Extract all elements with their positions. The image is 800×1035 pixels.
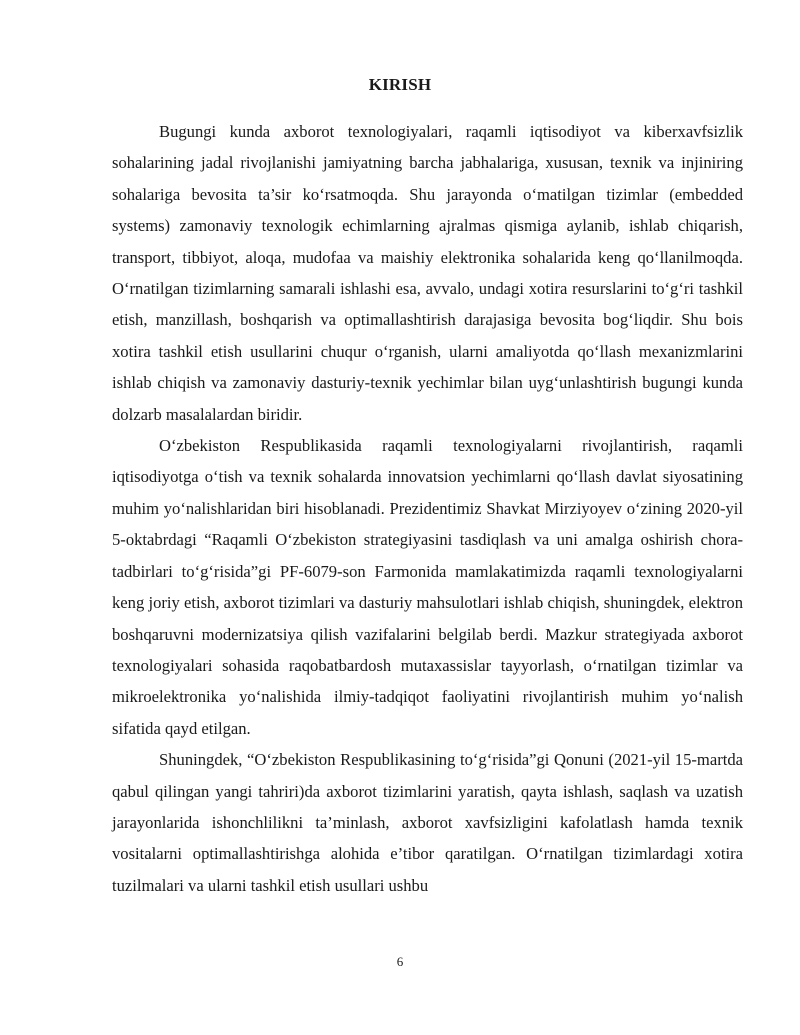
section-title: KIRISH [368, 75, 432, 94]
paragraph-3: Shuningdek, “O‘zbekiston Respublikasining to‘g‘risida”gi Qonuni (2021-yil 15-martda qabul qilingan yangi tahriri)da axborot tizimlarini yaratish, qayta ishlash, saqlash va uzatish jarayonlarida ishonchlilikni ta’minlash, axborot xavfsizligini kafolatlash hamda texnik vositalarni optimallashtirishga alohida e’tibor qaratilgan. O‘rnatilgan tizimlardagi xotira tuzilmalari va ularni tashkil etish usullari ushbu [112, 750, 743, 895]
paragraph-2: O‘zbekiston Respublikasida raqamli texnologiyalarni rivojlantirish, raqamli iqtisodiyotga o‘tish va texnik sohalarda innovatsion yechimlarni qo‘llash davlat siyosatining muhim yo‘nalishlaridan biri hisoblanadi. Prezidentimiz Shavkat Mirziyoyev o‘zining 2020-yil 5-oktabrdagi “Raqamli O‘zbekiston strategiyasini tasdiqlash va uni amalga oshirish chora-tadbirlari to‘g‘risida”gi PF-6079-son Farmonida mamlakatimizda raqamli texnologiyalarni keng joriy etish, axborot tizimlari va dasturiy mahsulotlari ishlab chiqish, shuningdek, elektron boshqaruvni modernizatsiya qilish vazifalarini belgilab berdi. Mazkur strategiyada axborot texnologiyalari sohasida raqobatbardosh mutaxassislar tayyorlash, o‘rnatilgan tizimlar va mikroelektronika yo‘nalishida ilmiy-tadqiqot faoliyatini rivojlantirish muhim yo‘nalish sifatida qayd etilgan. [112, 436, 743, 738]
paragraph-1: Bugungi kunda axborot texnologiyalari, raqamli iqtisodiyot va kiberxavfsizlik sohalarining jadal rivojlanishi jamiyatning barcha jabhalariga, xususan, texnik va injiniring sohalariga bevosita ta’sir ko‘rsatmoqda. Shu jarayonda o‘matilgan tizimlar (embedded systems) zamonaviy texnologik echimlarning ajralmas qismiga aylanib, ishlab chiqarish, transport, tibbiyot, aloqa, mudofaa va maishiy elektronika sohalarida keng qo‘llanilmoqda. O‘rnatilgan tizimlarning samarali ishlashi esa, avvalo, undagi xotira resurslarini to‘g‘ri tashkil etish, manzillash, boshqarish va optimallashtirish darajasiga bevosita bog‘liqdir. Shu bois xotira tashkil etish usullarini chuqur o‘rganish, ularni amaliyotda qo‘llash mexanizmlarini ishlab chiqish va zamonaviy dasturiy-texnik yechimlar bilan uyg‘unlashtirish bugungi kunda dolzarb masalalardan biridir. [112, 122, 743, 424]
page-number: 6 [396, 954, 404, 969]
body-text [112, 116, 743, 901]
